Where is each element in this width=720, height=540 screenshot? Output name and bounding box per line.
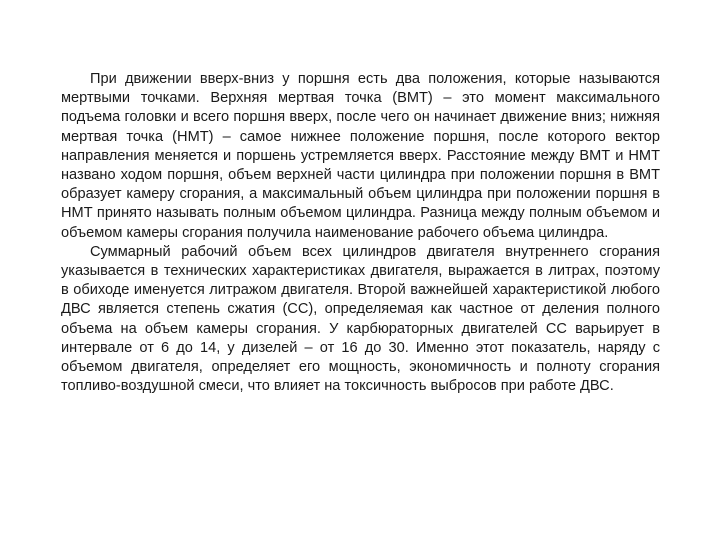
paragraph-compression-ratio: Суммарный рабочий объем всех цилиндров двигателя внутреннего сгорания указывается в технических характеристиках двигателя, выражается в литрах, поэтому в обиходе именуется литражом двигателя. Второй важнейшей характеристикой любого ДВС является степень сжатия (СС), определяемая как частное от деления полного объема на объем камеры сгорания. У карбюраторных двигателей СС варьирует в интервале от 6 до 14, у дизелей – от 16 до 30. Именно этот показатель, наряду с объемом двигателя, определяет его мощность, экономичность и полноту сгорания топливо-воздушной смеси, что влияет на токсичность выбросов при работе ДВС. xyxy=(61,243,660,395)
document-body xyxy=(61,70,660,396)
paragraph-dead-centers: При движении вверх-вниз у поршня есть два положения, которые называются мертвыми точками. Верхняя мертвая точка (ВМТ) – это момент максимального подъема головки и всего поршня вверх, после чего он начинает движение вниз; нижняя мертвая точка (НМТ) – самое нижнее положение поршня, после которого вектор направления меняется и поршень устремляется вверх. Расстояние между ВМТ и НМТ названо ходом поршня, объем верхней части цилиндра при положении поршня в ВМТ образует камеру сгорания, а максимальный объем цилиндра при положении поршня в НМТ принято называть полным объемом цилиндра. Разница между полным объемом и объемом камеры сгорания получила наименование рабочего объема цилиндра. xyxy=(61,71,660,241)
